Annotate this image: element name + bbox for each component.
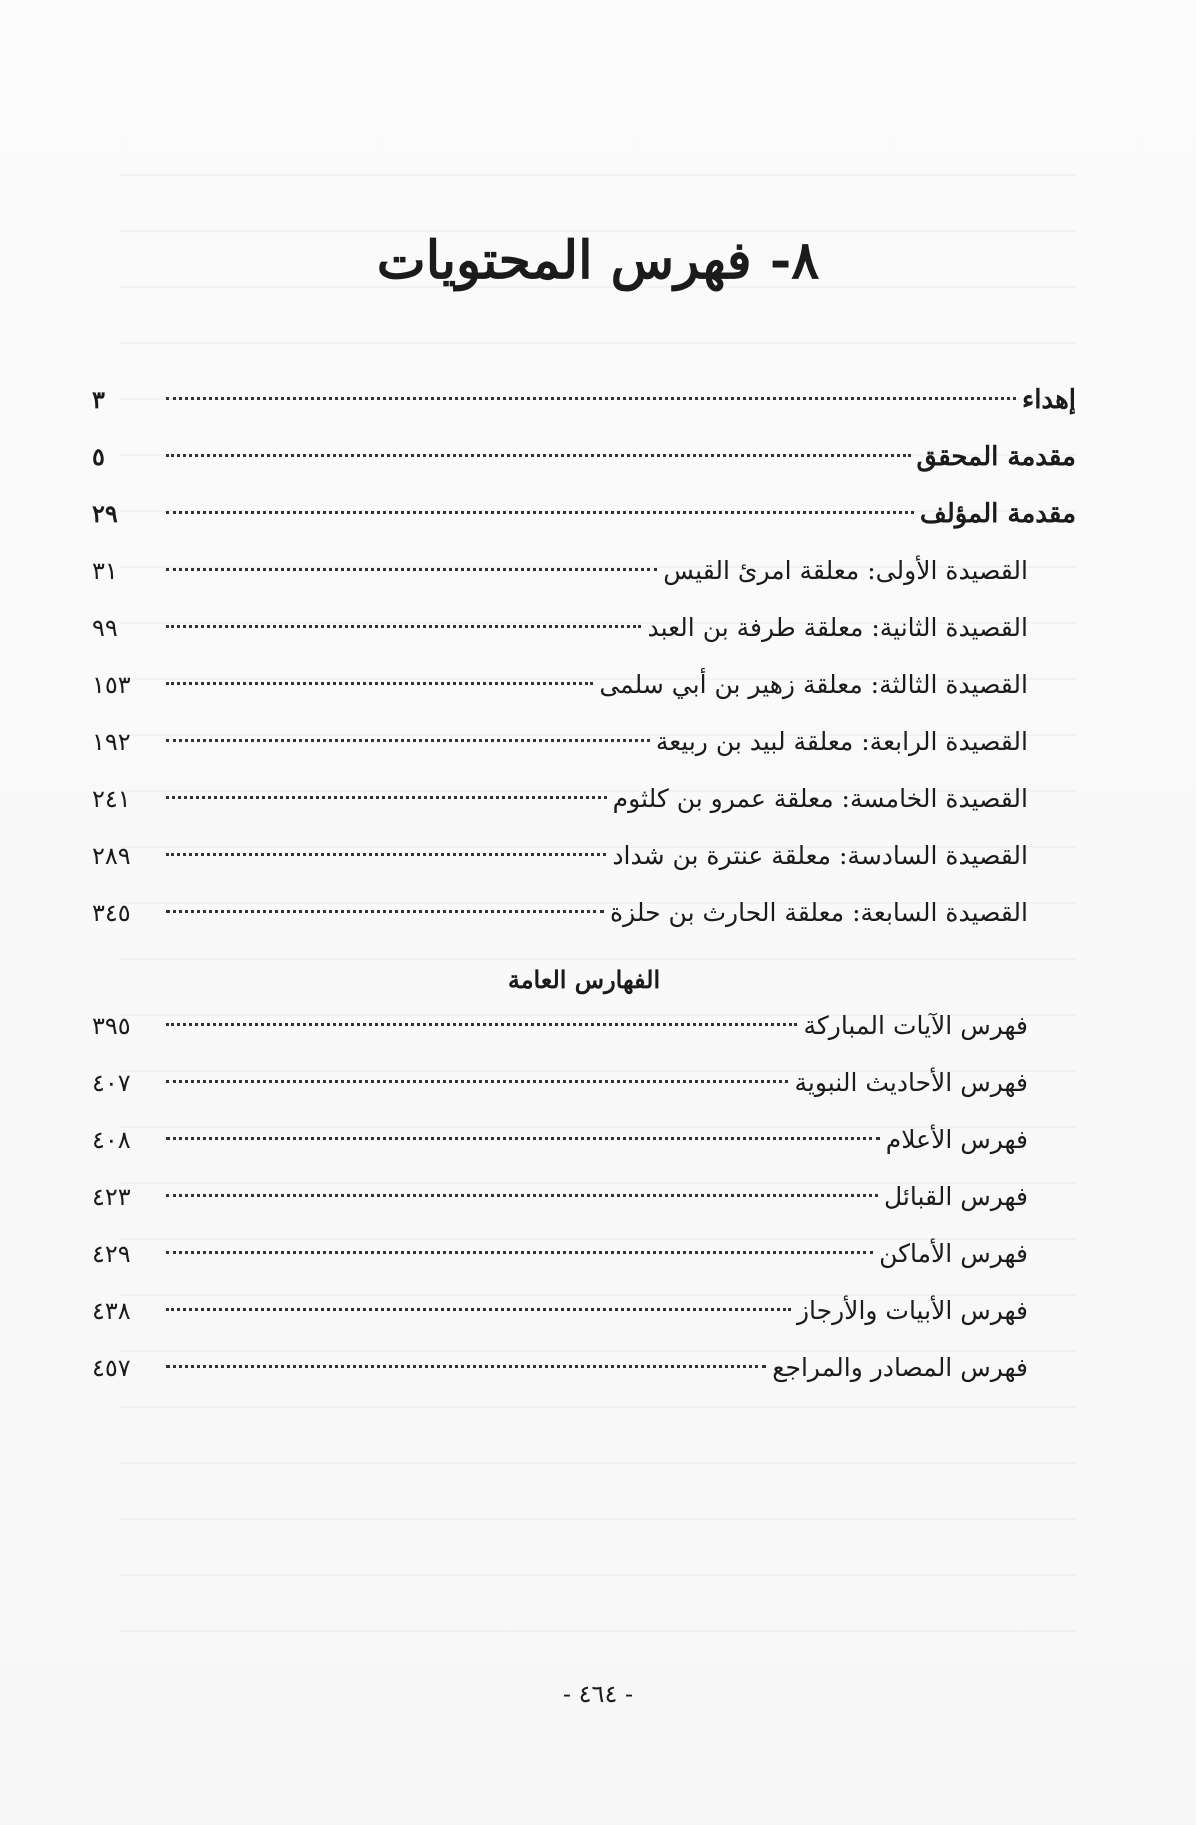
page-number: - ٤٦٤ -: [562, 1680, 634, 1708]
toc-entry-poem-2: [92, 613, 1076, 670]
dot-leader: [166, 1080, 788, 1083]
dot-leader: [166, 397, 1016, 400]
toc-entry-page: ٤٢٣: [92, 1183, 131, 1211]
toc-entry-title: فهرس الآيات المباركة: [803, 1011, 1028, 1040]
toc-entry-page: ٣٤٥: [92, 899, 131, 927]
toc-entry-index-verses: [92, 1011, 1076, 1068]
toc-entry-page: ٣: [92, 385, 105, 414]
general-indexes-heading: الفهارس العامة: [507, 965, 661, 994]
dot-leader: [166, 511, 914, 514]
toc-entry-page: ٤٠٧: [92, 1069, 131, 1097]
toc-entry-page: ٢٩: [92, 499, 118, 528]
toc-entry-page: ١٥٣: [92, 671, 131, 699]
toc-entry-title: فهرس الأماكن: [879, 1239, 1028, 1268]
dot-leader: [166, 1308, 791, 1311]
toc-entry-title: فهرس القبائل: [884, 1182, 1028, 1211]
toc-entry-page: ٤٠٨: [92, 1126, 131, 1154]
toc-entry-poem-1: [92, 556, 1076, 613]
toc-entry-page: ٤٣٨: [92, 1297, 131, 1325]
dot-leader: [166, 853, 606, 856]
toc-entry-index-sources: [92, 1353, 1076, 1410]
toc-entry-poem-5: [92, 784, 1076, 841]
toc-entry-editor-introduction: [92, 442, 1076, 499]
toc-entry-title: فهرس الأبيات والأرجاز: [796, 1296, 1028, 1325]
toc-entry-title: القصيدة الثالثة: معلقة زهير بن أبي سلمى: [599, 670, 1028, 699]
toc-entry-title: إهداء: [1021, 385, 1076, 415]
toc-entry-title: فهرس المصادر والمراجع: [772, 1353, 1028, 1382]
page-title: ٨- فهرس المحتويات: [376, 230, 820, 291]
dot-leader: [166, 1365, 766, 1368]
toc-entry-title: القصيدة الخامسة: معلقة عمرو بن كلثوم: [612, 784, 1028, 813]
table-of-contents: [92, 385, 1076, 1410]
toc-entry-poem-4: [92, 727, 1076, 784]
toc-entry-page: ٥: [92, 442, 105, 471]
toc-entry-title: القصيدة السابعة: معلقة الحارث بن حلزة: [609, 898, 1028, 927]
toc-entry-dedication: [92, 385, 1076, 442]
dot-leader: [166, 739, 650, 742]
toc-entry-page: ٢٤١: [92, 785, 131, 813]
toc-entry-index-tribes: [92, 1182, 1076, 1239]
toc-entry-index-places: [92, 1239, 1076, 1296]
toc-entry-page: ٤٥٧: [92, 1354, 131, 1382]
dot-leader: [166, 454, 911, 457]
toc-entry-title: مقدمة المحقق: [916, 442, 1076, 472]
dot-leader: [166, 568, 657, 571]
toc-entry-page: ١٩٢: [92, 728, 131, 756]
toc-entry-author-introduction: [92, 499, 1076, 556]
toc-entry-title: القصيدة الأولى: معلقة امرئ القيس: [663, 556, 1028, 585]
toc-entry-poem-6: [92, 841, 1076, 898]
dot-leader: [166, 625, 641, 628]
dot-leader: [166, 1194, 878, 1197]
toc-entry-page: ٢٨٩: [92, 842, 131, 870]
dot-leader: [166, 910, 604, 913]
toc-entry-poem-3: [92, 670, 1076, 727]
toc-entry-page: ٣١: [92, 557, 118, 585]
toc-entry-poem-7: [92, 898, 1076, 955]
toc-entry-page: ٤٢٩: [92, 1240, 131, 1268]
dot-leader: [166, 1023, 797, 1026]
toc-entry-title: القصيدة الثانية: معلقة طرفة بن العبد: [647, 613, 1028, 642]
toc-entry-title: مقدمة المؤلف: [919, 499, 1076, 529]
toc-entry-title: فهرس الأعلام: [885, 1125, 1028, 1154]
toc-entry-index-hadiths: [92, 1068, 1076, 1125]
toc-entry-page: ٣٩٥: [92, 1012, 131, 1040]
dot-leader: [166, 1251, 873, 1254]
toc-entry-index-verses-and-rajaz: [92, 1296, 1076, 1353]
toc-entry-title: القصيدة الرابعة: معلقة لبيد بن ربيعة: [655, 727, 1028, 756]
toc-entry-title: القصيدة السادسة: معلقة عنترة بن شداد: [612, 841, 1028, 870]
toc-entry-page: ٩٩: [92, 614, 118, 642]
toc-entry-title: فهرس الأحاديث النبوية: [794, 1068, 1028, 1097]
dot-leader: [166, 796, 607, 799]
dot-leader: [166, 1137, 880, 1140]
toc-entry-index-names: [92, 1125, 1076, 1182]
dot-leader: [166, 682, 593, 685]
